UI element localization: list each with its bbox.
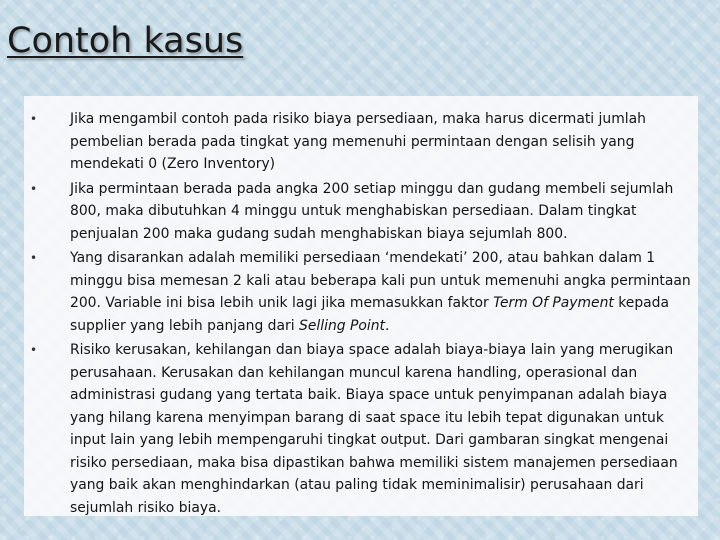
- slide-title: Contoh kasus: [7, 21, 244, 61]
- bullet-list: [30, 108, 697, 521]
- term-of-payment-text: Term Of Payment: [493, 295, 614, 311]
- bullet-text: kepada supplier yang lebih panjang dari: [70, 295, 669, 334]
- bullet-item: [30, 339, 697, 519]
- selling-point-text: Selling Point: [299, 317, 385, 334]
- bullet-text: .: [384, 317, 390, 334]
- bullet-item: [30, 178, 697, 246]
- bullet-marker-icon: •: [30, 251, 38, 265]
- bullet-text: Yang disarankan adalah memiliki persediaan ‘mendekati’ 200, atau bahkan dalam 1 minggu bisa memesan 2 kali atau beberapa kali pun untuk memenuhi angka permintaan 200. Variable ini bisa lebih unik lagi jika memasukkan faktor: [70, 250, 691, 311]
- bullet-marker-icon: •: [30, 343, 38, 357]
- bullet-text: Risiko kerusakan, kehilangan dan biaya space adalah biaya-biaya lain yang merugikan perusahaan. Kerusakan dan kehilangan muncul karena handling, operasional dan administrasi gudang yang tertata baik. Biaya space untuk penyimpanan adalah biaya yang hilang karena menyimpan barang di saat space itu lebih tepat digunakan untuk input lain yang lebih mempengaruhi tingkat output. Dari gambaran singkat mengenai risiko persediaan, maka bisa dipastikan bahwa memiliki sistem manajemen persediaan yang baik akan menghindarkan (atau paling tidak meminimalisir) perusahaan dari sejumlah risiko biaya.: [70, 342, 678, 516]
- bullet-text: Jika permintaan berada pada angka 200 setiap minggu dan gudang membeli sejumlah 800, maka dibutuhkan 4 minggu untuk menghabiskan persediaan. Dalam tingkat penjualan 200 maka gudang sudah menghabiskan biaya sejumlah 800.: [70, 180, 674, 242]
- bullet-text: Jika mengambil contoh pada risiko biaya persediaan, maka harus dicermati jumlah pembelian berada pada tingkat yang memenuhi permintaan dengan selisih yang mendekati 0 (Zero Inventory): [70, 111, 646, 172]
- bullet-marker-icon: •: [30, 181, 38, 196]
- bullet-marker-icon: •: [30, 112, 38, 126]
- bullet-item: [30, 108, 697, 176]
- bullet-item: [30, 247, 697, 337]
